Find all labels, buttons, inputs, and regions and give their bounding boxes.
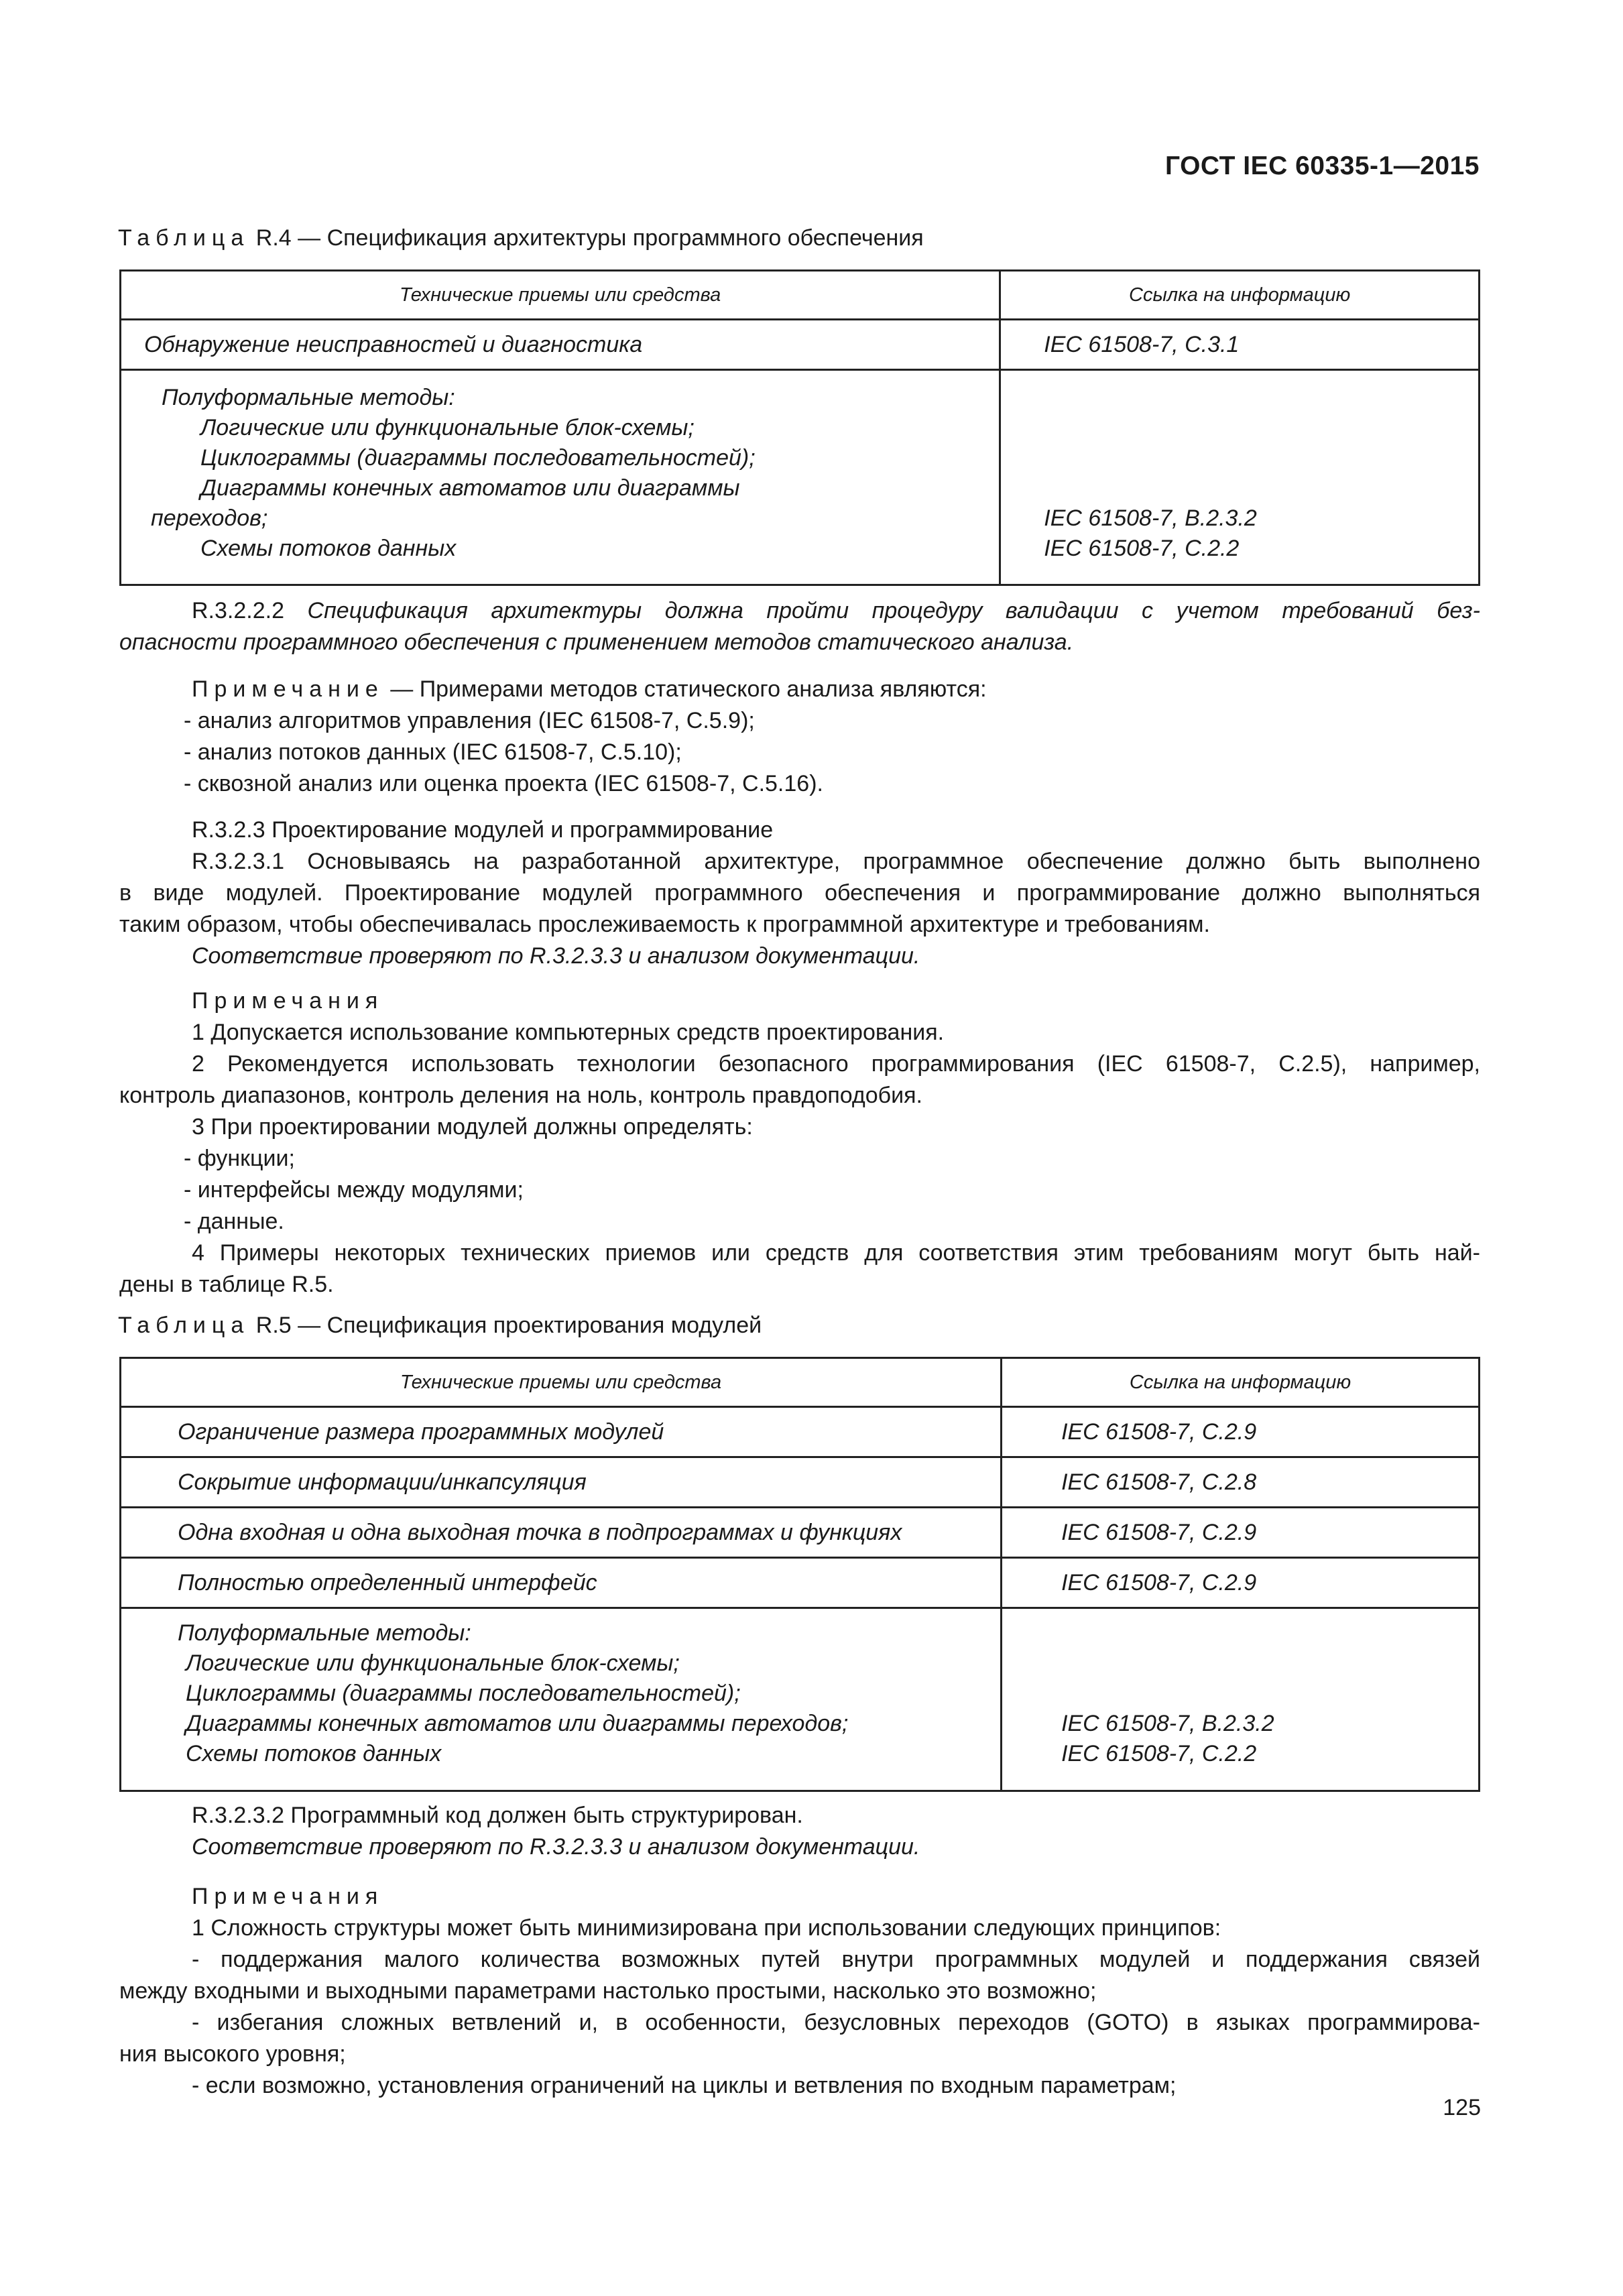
table-r5-technique: Одна входная и одна выходная точка в подпрограммах и функциях — [178, 1519, 902, 1545]
table-r5-semiformal-item: Циклограммы (диаграммы последовательностей); — [186, 1681, 741, 1706]
table-r5-ref-c22: IEC 61508-7, C.2.2 — [1061, 1741, 1257, 1766]
table-r5-reference: IEC 61508-7, C.2.9 — [1061, 1569, 1257, 1595]
table-r5-semiformal-item: Логические или функциональные блок-схемы; — [186, 1650, 680, 1676]
table-r5-caption-word: Таблица — [118, 1313, 250, 1338]
table-r4-ref-b232: IEC 61508-7, B.2.3.2 — [1044, 505, 1257, 531]
section-title: R.3.2.3 Проектирование модулей и программирование — [192, 817, 774, 843]
table-r5-reference: IEC 61508-7, C.2.8 — [1061, 1469, 1257, 1495]
paragraph-text: в виде модулей. Проектирование модулей программного обеспечения и программирование должно выполняться — [119, 880, 1480, 906]
table-r5-col-techniques: Технические приемы или средства — [121, 1358, 1002, 1407]
note-item: 1 Допускается использование компьютерных средств проектирования. — [192, 1020, 945, 1045]
table-r4-col-techniques: Технические приемы или средства — [121, 271, 1000, 320]
note-item: 1 Сложность структуры может быть минимизирована при использовании следующих принципов: — [192, 1915, 1221, 1941]
table-r4-semiformal-item: Циклограммы (диаграммы последовательностей); — [200, 445, 756, 471]
table-r4-header-row — [121, 271, 1480, 320]
paragraph-text: R.3.2.3.1 Основываясь на разработанной архитектуре, программное обеспечение должно быть выполнено — [192, 849, 1480, 874]
table-r4-semiformal-item: Диаграммы конечных автоматов или диаграммы — [200, 475, 740, 501]
clause-number: R.3.2.2.2 — [192, 598, 284, 623]
table-r5-semiformal-item: Диаграммы конечных автоматов или диаграммы переходов; — [186, 1711, 849, 1736]
table-r4 — [119, 269, 1480, 586]
section-r323 — [119, 814, 1480, 972]
table-r4-caption-title: R.4 — Спецификация архитектуры программного обеспечения — [255, 225, 924, 251]
table-r5-caption — [118, 1313, 762, 1339]
note-item: 4 Примеры некоторых технических приемов или средств для соответствия этим требованиям могут быть най- — [192, 1240, 1480, 1266]
table-r4-col-reference: Ссылка на информацию — [1000, 271, 1480, 320]
table-r4-semiformal-item: Логические или функциональные блок-схемы; — [200, 415, 695, 440]
compliance-check: Соответствие проверяют по R.3.2.3.3 и анализом документации. — [192, 1834, 920, 1860]
notes-structure — [119, 1881, 1480, 2102]
list-item: - сквозной анализ или оценка проекта (IEC 61508-7, C.5.16). — [184, 771, 823, 796]
table-r5-header-row — [121, 1358, 1480, 1407]
table-r5-semiformal-title: Полуформальные методы: — [178, 1620, 471, 1646]
table-r4-semiformal-title: Полуформальные методы: — [162, 385, 455, 410]
table-r5-semiformal-item: Схемы потоков данных — [186, 1741, 442, 1766]
list-item: - анализ потоков данных (IEC 61508-7, C.5.10); — [184, 739, 682, 765]
paragraph-text: опасности программного обеспечения с применением методов статического анализа. — [119, 629, 1074, 655]
table-r5-row — [121, 1608, 1480, 1791]
note-bullet: - если возможно, установления ограничений на циклы и ветвления по входным параметрам; — [192, 2073, 1177, 2098]
table-r4-semiformal-item: Схемы потоков данных — [200, 536, 457, 561]
note-bullet-cont: между входными и выходными параметрами настолько простыми, насколько это возможно; — [119, 1978, 1097, 2004]
table-r5-reference: IEC 61508-7, C.2.9 — [1061, 1519, 1257, 1545]
table-r5-ref-b232: IEC 61508-7, B.2.3.2 — [1061, 1711, 1274, 1736]
table-r5-row — [121, 1558, 1480, 1608]
notes-module-design — [119, 985, 1480, 1301]
table-r4-semiformal-item-cont: переходов; — [151, 505, 268, 531]
paragraph-r3222 — [119, 595, 1480, 658]
list-item: - анализ алгоритмов управления (IEC 61508-7, C.5.9); — [184, 708, 755, 733]
note-bullet: - поддержания малого количества возможных путей внутри программных модулей и поддержания связей — [192, 1947, 1480, 1972]
compliance-check: Соответствие проверяют по R.3.2.3.3 и анализом документации. — [192, 943, 920, 969]
standard-code-header: ГОСТ IEC 60335-1—2015 — [1164, 152, 1480, 180]
note-text: — Примерами методов статического анализа являются: — [390, 676, 987, 702]
table-r4-row — [121, 320, 1480, 370]
page-number: 125 — [1443, 2095, 1481, 2120]
note-item-cont: дены в таблице R.5. — [119, 1272, 334, 1297]
note-bullet-cont: ния высокого уровня; — [119, 2041, 346, 2067]
notes-label: Примечания — [192, 1884, 384, 1909]
table-r4-row — [121, 370, 1480, 585]
note-static-analysis — [119, 674, 1480, 800]
note-item: 2 Рекомендуется использовать технологии безопасного программирования (IEC 61508-7, C.2.5), например, — [192, 1051, 1480, 1077]
list-item: - функции; — [184, 1146, 295, 1171]
note-label: Примечание — [192, 676, 384, 702]
table-r4-caption — [118, 225, 924, 251]
table-r5-technique: Ограничение размера программных модулей — [178, 1418, 664, 1445]
paragraph-r3232 — [119, 1800, 1480, 1863]
table-r5-row — [121, 1508, 1480, 1558]
table-r5-row — [121, 1407, 1480, 1457]
table-r5-technique: Полностью определенный интерфейс — [178, 1569, 597, 1595]
notes-label: Примечания — [192, 988, 384, 1014]
table-r5-technique: Сокрытие информации/инкапсуляция — [178, 1469, 587, 1495]
note-bullet: - избегания сложных ветвлений и, в особенности, безусловных переходов (GOTO) в языках программирова- — [192, 2010, 1480, 2035]
paragraph-text: Спецификация архитектуры должна пройти процедуру валидации с учетом требований без- — [307, 598, 1480, 623]
table-r5 — [119, 1357, 1480, 1792]
table-r5-reference: IEC 61508-7, C.2.9 — [1061, 1418, 1257, 1445]
table-r4-caption-word: Таблица — [118, 225, 250, 251]
paragraph-text: таким образом, чтобы обеспечивалась прослеживаемость к программной архитектуре и требованиям. — [119, 912, 1211, 937]
note-item: 3 При проектировании модулей должны определять: — [192, 1114, 753, 1140]
table-r5-caption-title: R.5 — Спецификация проектирования модулей — [255, 1313, 762, 1338]
table-r5-row — [121, 1457, 1480, 1508]
note-item-cont: контроль диапазонов, контроль деления на ноль, контроль правдоподобия. — [119, 1083, 923, 1108]
paragraph-text: R.3.2.3.2 Программный код должен быть структурирован. — [192, 1803, 803, 1828]
table-r4-row1-technique: Обнаружение неисправностей и диагностика — [144, 331, 643, 357]
list-item: - интерфейсы между модулями; — [184, 1177, 524, 1203]
table-r4-ref-c22: IEC 61508-7, C.2.2 — [1044, 536, 1240, 561]
table-r4-row1-reference: IEC 61508-7, C.3.1 — [1044, 331, 1240, 357]
list-item: - данные. — [184, 1209, 284, 1234]
table-r5-col-reference: Ссылка на информацию — [1002, 1358, 1480, 1407]
